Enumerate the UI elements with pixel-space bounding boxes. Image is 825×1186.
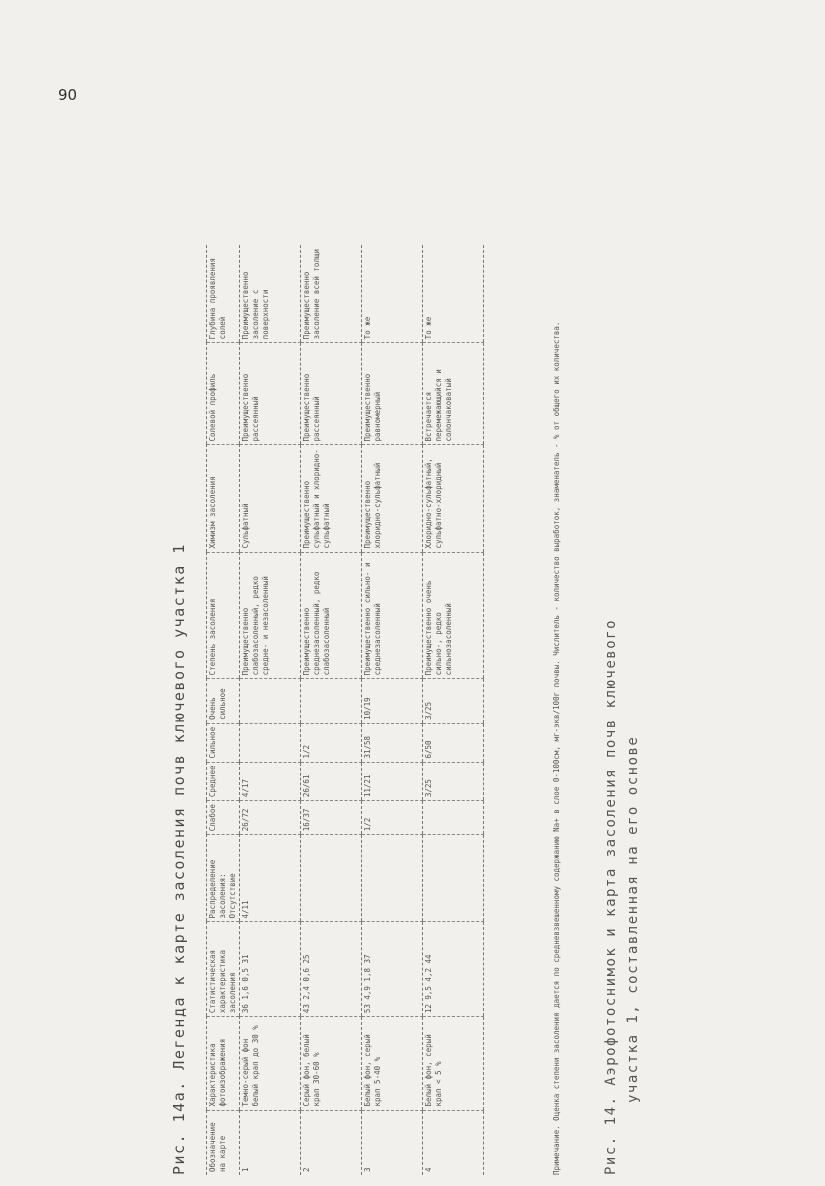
table-cell: Преимущественно засоление с поверхности xyxy=(240,245,301,343)
table-cell: 26/72 xyxy=(240,801,301,835)
legend-table xyxy=(206,245,484,1175)
table-cell: 3 xyxy=(363,1167,372,1172)
table-cell: 16/37 xyxy=(301,801,362,835)
table-cell: 4/11 xyxy=(240,835,301,922)
table-cell xyxy=(423,835,484,922)
table-cell: 36 1,6 0,5 31 xyxy=(240,922,301,1017)
table-note: Примечание. Оценка степени засоления дается по средневзвешенному содержанию Na+ в слое 0-100см, мг-экв/100г почвы. Числитель - количество выработок, знаменатель - % от общего их количества. xyxy=(552,321,561,1175)
header-cell: Слабое xyxy=(207,801,240,835)
table-cell: Встречается перемежающийся и солончаковатый xyxy=(423,343,484,445)
table-row xyxy=(301,245,362,1175)
header-cell: Степень засоления xyxy=(207,552,240,679)
table-cell: 31/58 xyxy=(362,723,423,762)
table-cell: 1/2 xyxy=(301,723,362,762)
table-cell xyxy=(423,801,484,835)
table-cell: Преимущественно рассеянный xyxy=(240,343,301,445)
figure-caption xyxy=(600,619,644,1175)
table-cell: То же xyxy=(362,245,423,343)
table-cell: Преимущественно сильно- и среднезасоленный xyxy=(362,552,423,679)
table-cell: 6/50 xyxy=(423,723,484,762)
table-cell: 4 xyxy=(424,1167,433,1172)
table-cell: Преимущественно засоление всей толщи xyxy=(301,245,362,343)
table-cell: Сульфатный xyxy=(240,445,301,552)
table-cell: 1 xyxy=(241,1167,250,1172)
table-cell xyxy=(362,835,423,922)
table-caption: Рис. 14а. Легенда к карте засоления почв ключевого участка 1 xyxy=(170,543,188,1175)
table-cell: Хлоридно-сульфатный, сульфатно-хлоридный xyxy=(423,445,484,552)
table-row xyxy=(423,245,484,1175)
table-cell: 4/17 xyxy=(240,762,301,801)
table-cell: Преимущественно равномерный xyxy=(362,343,423,445)
table-cell: Преимущественно очень сильно-, редко сильнозасоленный xyxy=(423,552,484,679)
table-cell: 3/25 xyxy=(423,679,484,723)
table-cell: 11/21 xyxy=(362,762,423,801)
rotated-content xyxy=(170,235,730,1175)
table-cell: 26/61 xyxy=(301,762,362,801)
header-cell: Сильное xyxy=(207,723,240,762)
table-cell: Преимущественно слабозасоленный, редко средне- и незасоленный xyxy=(240,552,301,679)
table-cell: Белый фон, серый крап 5-40 % xyxy=(362,1017,423,1110)
table-cell xyxy=(240,679,301,723)
table-cell: 10/19 xyxy=(362,679,423,723)
header-cell: Очень сильное xyxy=(207,679,240,723)
table-cell: Белый фон, серый крап < 5 % xyxy=(423,1017,484,1110)
table-row xyxy=(362,245,423,1175)
header-cell: Распределение засоления: Отсутствие xyxy=(207,835,240,922)
header-cell: Обозначение на карте xyxy=(207,1110,240,1175)
header-cell: Среднее xyxy=(207,762,240,801)
table-cell: 43 2,4 0,6 25 xyxy=(301,922,362,1017)
header-cell: Химизм засоления xyxy=(207,445,240,552)
legend-table-body xyxy=(240,245,484,1175)
table-cell: 53 4,9 1,8 37 xyxy=(362,922,423,1017)
header-cell: Статистическая характеристика засоления xyxy=(207,922,240,1017)
header-cell: Солевой профиль xyxy=(207,343,240,445)
header-cell: Характеристика фотоизображения xyxy=(207,1017,240,1110)
table-row xyxy=(240,245,301,1175)
legend-header-row xyxy=(207,245,240,1175)
table-cell: Серый фон, белый крап 30-60 % xyxy=(301,1017,362,1110)
page-number: 90 xyxy=(58,86,78,104)
table-cell: Преимущественно рассеянный xyxy=(301,343,362,445)
table-cell xyxy=(301,835,362,922)
legend-table-head xyxy=(207,245,240,1175)
table-cell: 1/2 xyxy=(362,801,423,835)
table-cell: Преимущественно среднезасоленный, редко слабозасоленный xyxy=(301,552,362,679)
header-cell: Глубина проявления солей xyxy=(207,245,240,343)
table-cell: Темно-серый фон белый крап до 30 % xyxy=(240,1017,301,1110)
table-cell xyxy=(240,723,301,762)
table-cell: 2 xyxy=(302,1167,311,1172)
figure-caption-line: участка 1, составленная на его основе xyxy=(625,735,641,1103)
figure-caption-line: Рис. 14. Аэрофотоснимок и карта засоления почв ключевого xyxy=(603,618,619,1175)
table-cell: 3/25 xyxy=(423,762,484,801)
table-cell: То же xyxy=(423,245,484,343)
table-cell xyxy=(301,679,362,723)
table-cell: 12 9,5 4,2 44 xyxy=(423,922,484,1017)
table-cell: Преимущественно сульфатный и хлоридно-сульфатный xyxy=(301,445,362,552)
table-cell: Преимущественно хлоридно-сульфатный xyxy=(362,445,423,552)
